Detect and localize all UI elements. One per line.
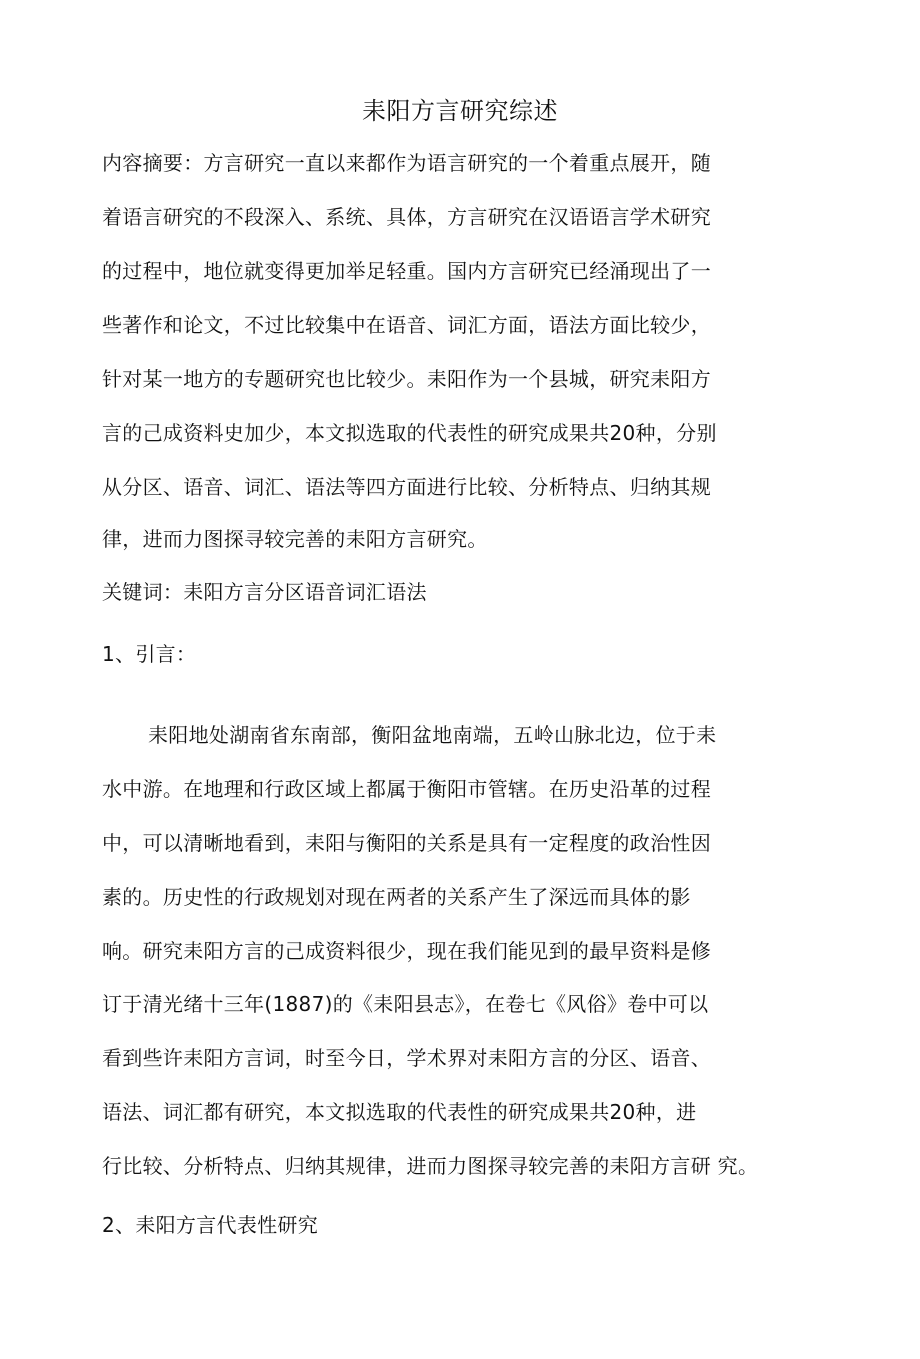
document-title: 耒阳方言研究综述 [362,97,558,125]
body-line: 耒阳地处湖南省东南部，衡阳盆地南端，五岭山脉北边，位于耒 [148,723,717,747]
abstract-line: 些著作和论文，不过比较集中在语音、词汇方面，语法方面比较少， [102,313,711,337]
keywords: 关键词：耒阳方言分区语音词汇语法 [102,580,427,604]
abstract-line: 律，进而力图探寻较完善的耒阳方言研究。 [102,527,488,551]
body-line: 行比较、分析特点、归纳其规律，进而力图探寻较完善的耒阳方言研 究。 [102,1154,759,1178]
abstract-line: 内容摘要：方言研究一直以来都作为语言研究的一个着重点展开，随 [102,151,711,175]
abstract-line: 的过程中，地位就变得更加举足轻重。国内方言研究已经涌现出了一 [102,259,711,283]
section-heading-representative-research: 2、耒阳方言代表性研究 [102,1213,319,1237]
abstract-line: 着语言研究的不段深入、系统、具体，方言研究在汉语语言学术研究 [102,205,711,229]
body-line: 看到些许耒阳方言词，时至今日，学术界对耒阳方言的分区、语音、 [102,1046,711,1070]
body-line: 中，可以清晰地看到，耒阳与衡阳的关系是具有一定程度的政治性因 [102,831,711,855]
body-line: 素的。历史性的行政规划对现在两者的关系产生了深远而具体的影 [102,885,691,909]
body-line: 响。研究耒阳方言的己成资料很少，现在我们能见到的最早资料是修 [102,939,711,963]
abstract-line: 言的己成资料史加少，本文拟选取的代表性的研究成果共20种，分别 [102,421,717,445]
abstract-line: 从分区、语音、词汇、语法等四方面进行比较、分析特点、归纳其规 [102,475,711,499]
body-line: 订于清光绪十三年(1887)的《耒阳县志》，在卷七《风俗》卷中可以 [102,992,709,1016]
section-heading-introduction: 1、引言： [102,642,197,666]
body-line: 语法、词汇都有研究，本文拟选取的代表性的研究成果共20种，进 [102,1100,697,1124]
body-line: 水中游。在地理和行政区域上都属于衡阳市管辖。在历史沿革的过程 [102,777,711,801]
abstract-line: 针对某一地方的专题研究也比较少。耒阳作为一个县城，研究耒阳方 [102,367,711,391]
